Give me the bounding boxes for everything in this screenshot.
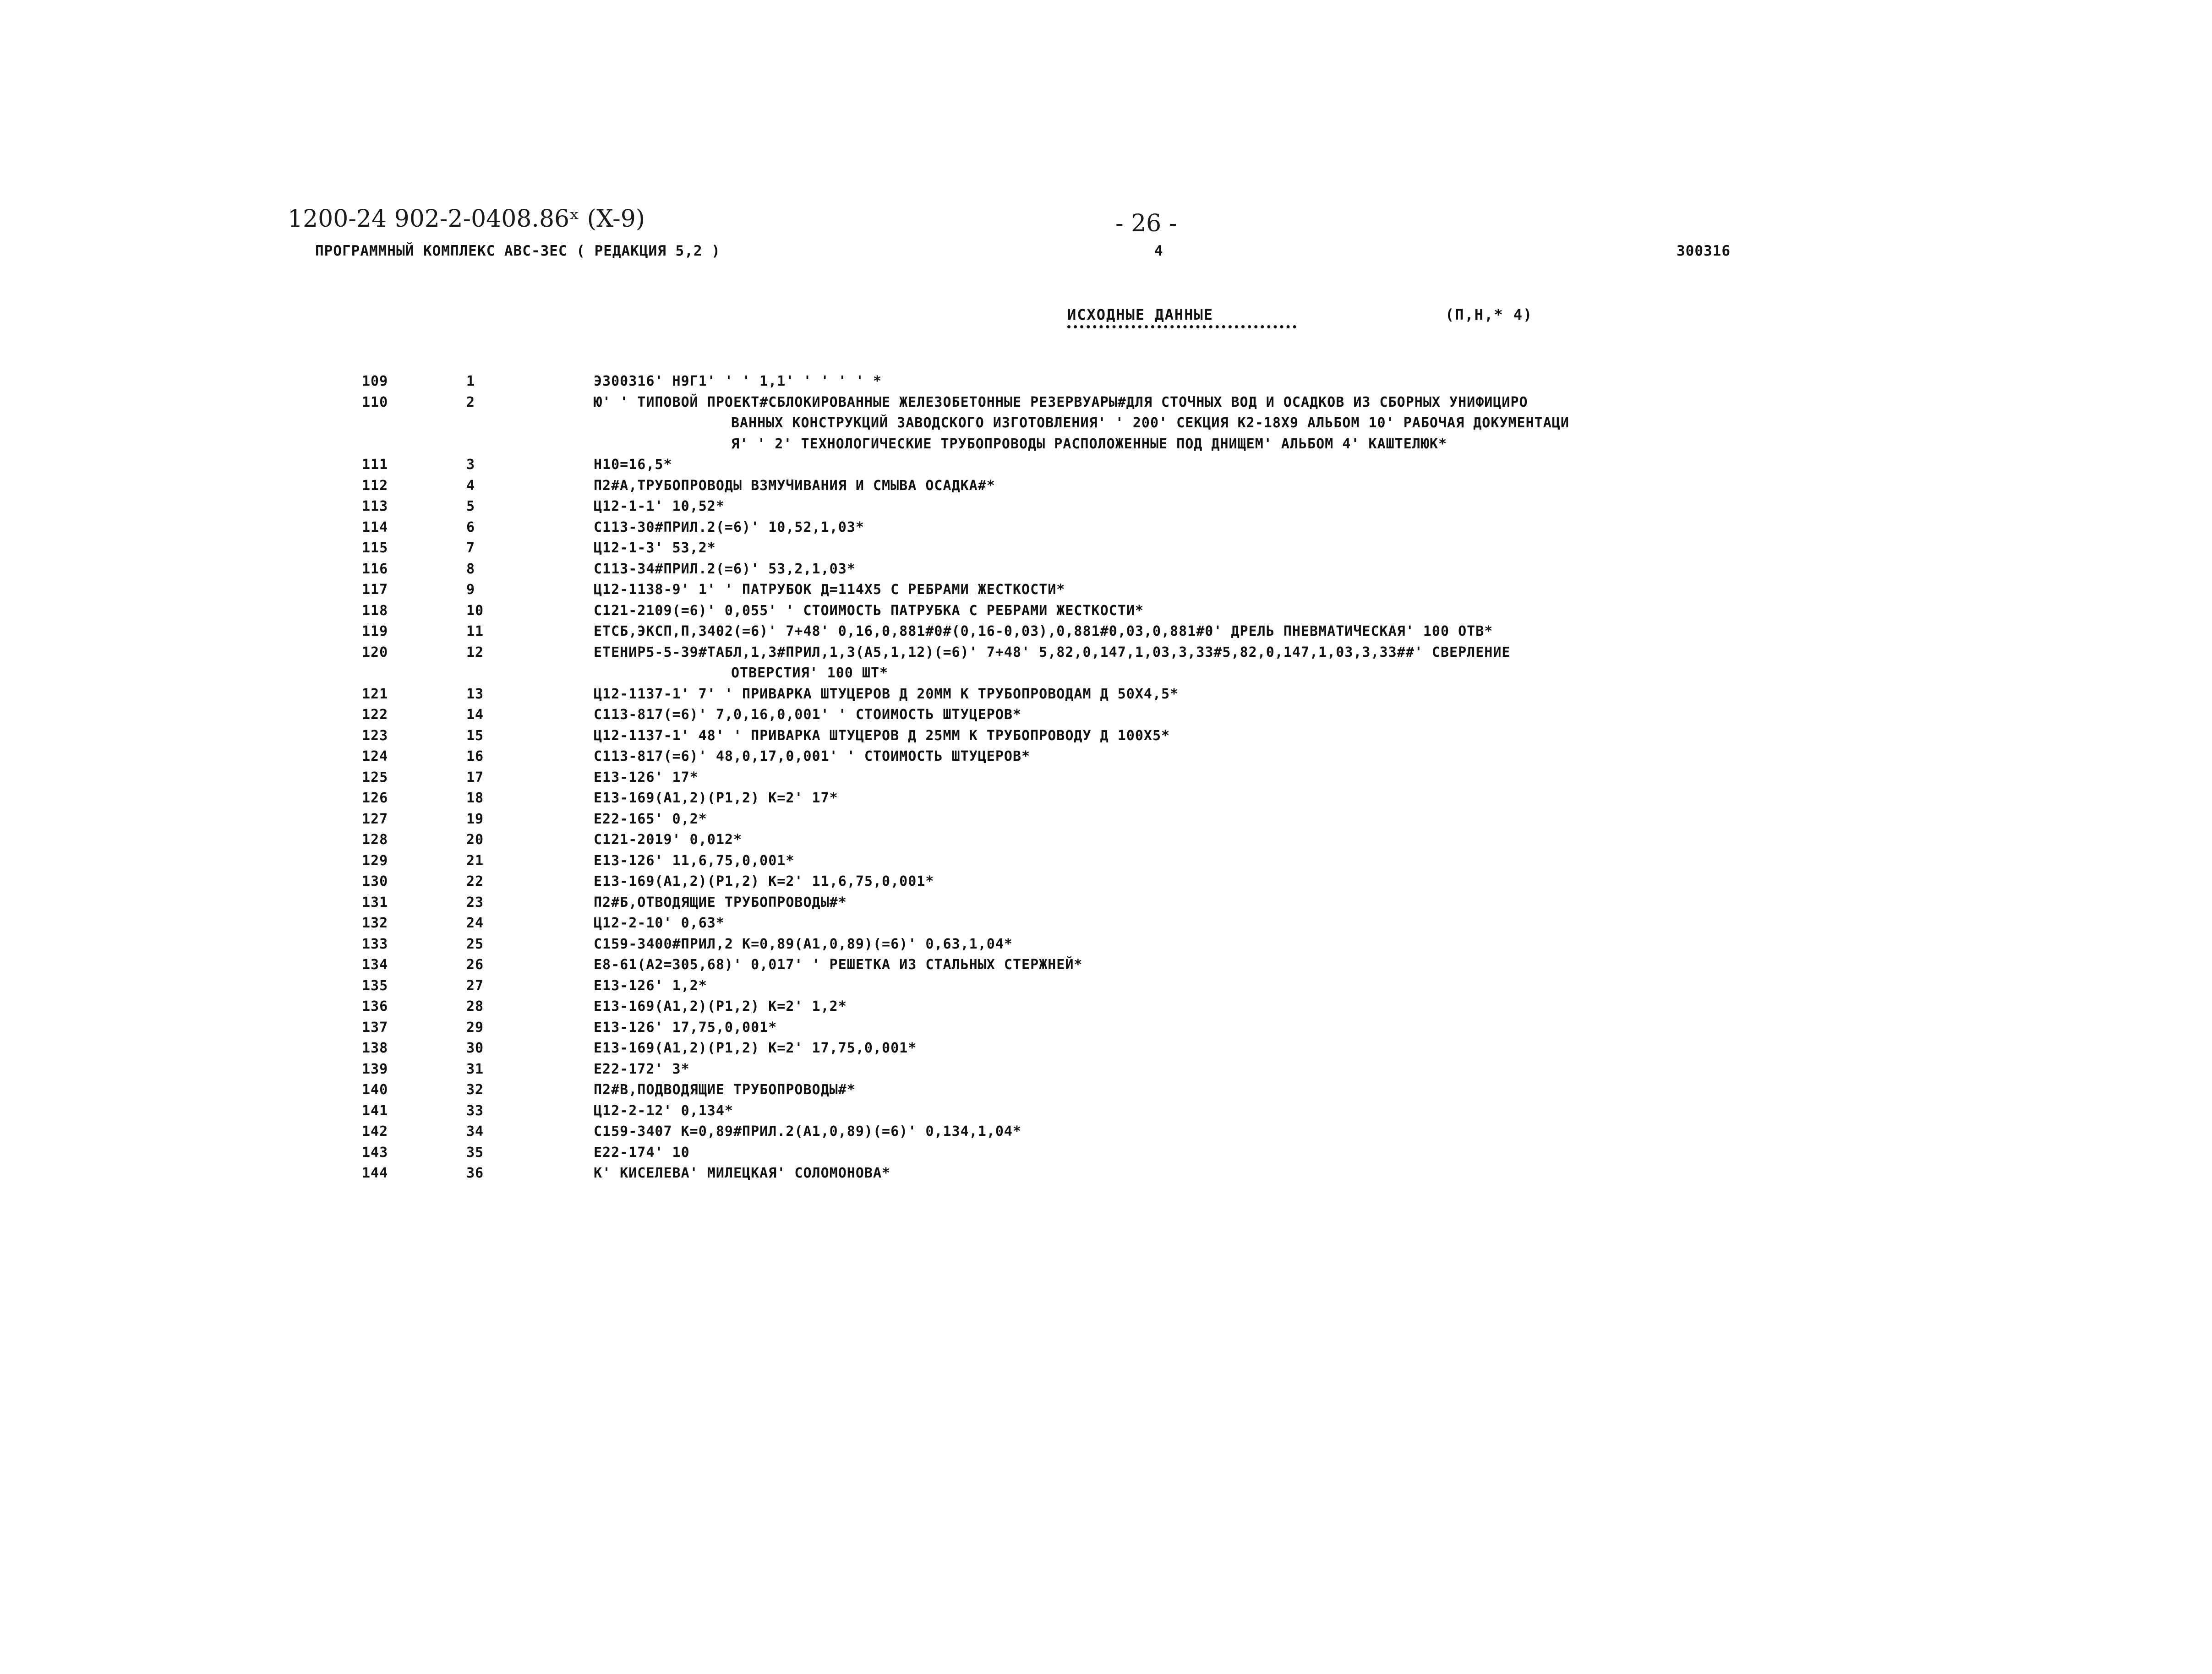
row-content xyxy=(594,496,1963,517)
row-sequence-number: 16 xyxy=(466,748,484,764)
row-content xyxy=(594,976,1963,997)
section-title xyxy=(1067,306,1296,328)
row-line-number: 127 xyxy=(362,811,388,827)
row-text-continuation: ВАННЫХ КОНСТРУКЦИЙ ЗАВОДСКОГО ИЗГОТОВЛЕНИЯ' ' 200' СЕКЦИЯ К2-18Х9 АЛЬБОМ 10' РАБОЧАЯ ДОКУМЕНТАЦИ xyxy=(731,415,1569,431)
listing-row xyxy=(0,600,2212,622)
row-sequence-number: 8 xyxy=(466,561,475,577)
row-sequence-number: 13 xyxy=(466,686,484,702)
row-sequence-number: 1 xyxy=(466,373,475,389)
listing-row xyxy=(0,788,2212,809)
row-line-number: 123 xyxy=(362,727,388,744)
row-sequence-number: 30 xyxy=(466,1040,484,1056)
listing-row xyxy=(0,1163,2212,1184)
listing-row xyxy=(0,913,2212,934)
row-text: С113-817(=6)' 7,0,16,0,001' ' СТОИМОСТЬ ШТУЦЕРОВ* xyxy=(594,707,1022,723)
listing-row xyxy=(0,538,2212,559)
row-content xyxy=(594,371,1963,392)
row-sequence-number: 27 xyxy=(466,977,484,994)
row-line-number: 121 xyxy=(362,686,388,702)
row-sequence-number: 31 xyxy=(466,1061,484,1077)
row-line-number: 136 xyxy=(362,998,388,1014)
handwritten-document-code: 1200-24 902-2-0408.86ˣ (X-9) xyxy=(288,205,645,233)
row-content xyxy=(594,1101,1963,1122)
row-sequence-number: 4 xyxy=(466,477,475,494)
row-text-continuation: Я' ' 2' ТЕХНОЛОГИЧЕСКИЕ ТРУБОПРОВОДЫ РАСПОЛОЖЕННЫЕ ПОД ДНИЩЕМ' АЛЬБОМ 4' КАШТЕЛЮК* xyxy=(731,436,1447,452)
row-text: С113-34#ПРИЛ.2(=6)' 53,2,1,03* xyxy=(594,561,856,577)
listing-row xyxy=(0,1017,2212,1038)
row-sequence-number: 21 xyxy=(466,852,484,869)
row-text: Е13-169(А1,2)(Р1,2) К=2' 17* xyxy=(594,790,838,806)
row-sequence-number: 32 xyxy=(466,1082,484,1098)
row-line-number: 110 xyxy=(362,394,388,410)
row-line-number: 111 xyxy=(362,457,388,473)
data-listing xyxy=(0,371,2212,1184)
row-content xyxy=(594,621,1963,642)
row-line-number: 120 xyxy=(362,644,388,660)
row-sequence-number: 29 xyxy=(466,1019,484,1036)
listing-row xyxy=(0,642,2212,684)
row-content xyxy=(594,829,1963,851)
row-line-number: 125 xyxy=(362,769,388,785)
row-content xyxy=(594,1017,1963,1038)
listing-row xyxy=(0,496,2212,517)
row-sequence-number: 20 xyxy=(466,832,484,848)
row-line-number: 116 xyxy=(362,561,388,577)
listing-row xyxy=(0,954,2212,976)
row-line-number: 130 xyxy=(362,873,388,889)
listing-row xyxy=(0,934,2212,955)
listing-row xyxy=(0,851,2212,872)
row-content xyxy=(594,934,1963,955)
row-line-number: 112 xyxy=(362,477,388,494)
row-text: Ц12-1137-1' 48' ' ПРИВАРКА ШТУЦЕРОВ Д 25ММ К ТРУБОПРОВОДУ Д 100Х5* xyxy=(594,727,1170,744)
listing-row xyxy=(0,1142,2212,1163)
row-text: П2#Б,ОТВОДЯЩИЕ ТРУБОПРОВОДЫ#* xyxy=(594,894,847,911)
row-sequence-number: 26 xyxy=(466,957,484,973)
section-title-params: (П,Н,* 4) xyxy=(1445,306,1533,323)
row-line-number: 113 xyxy=(362,498,388,514)
row-content xyxy=(594,475,1963,496)
row-content xyxy=(594,1038,1963,1059)
row-line-number: 117 xyxy=(362,582,388,598)
row-text: Ц12-1-1' 10,52* xyxy=(594,498,725,514)
listing-row xyxy=(0,1121,2212,1142)
row-content xyxy=(594,579,1963,600)
row-line-number: 137 xyxy=(362,1019,388,1036)
row-content xyxy=(594,684,1963,705)
row-sequence-number: 9 xyxy=(466,582,475,598)
row-content xyxy=(594,454,1963,475)
row-text: Ц12-1-3' 53,2* xyxy=(594,540,716,556)
listing-row xyxy=(0,829,2212,851)
row-content xyxy=(594,871,1963,892)
row-sequence-number: 3 xyxy=(466,457,475,473)
row-text: П2#А,ТРУБОПРОВОДЫ ВЗМУЧИВАНИЯ И СМЫВА ОСАДКА#* xyxy=(594,477,995,494)
row-text: Е13-126' 17,75,0,001* xyxy=(594,1019,777,1036)
row-content xyxy=(594,704,1963,725)
row-sequence-number: 15 xyxy=(466,727,484,744)
row-sequence-number: 33 xyxy=(466,1102,484,1119)
row-content xyxy=(594,954,1963,976)
row-line-number: 114 xyxy=(362,519,388,535)
row-content xyxy=(594,892,1963,913)
row-content xyxy=(594,1142,1963,1163)
row-line-number: 118 xyxy=(362,602,388,619)
listing-row xyxy=(0,371,2212,392)
row-content xyxy=(594,559,1963,580)
row-sequence-number: 12 xyxy=(466,644,484,660)
row-text: С159-3400#ПРИЛ,2 К=0,89(А1,0,89)(=6)' 0,63,1,04* xyxy=(594,936,1013,952)
row-text: Е13-126' 11,6,75,0,001* xyxy=(594,852,795,869)
row-sequence-number: 22 xyxy=(466,873,484,889)
row-line-number: 131 xyxy=(362,894,388,911)
row-sequence-number: 28 xyxy=(466,998,484,1014)
row-sequence-number: 11 xyxy=(466,623,484,639)
listing-row xyxy=(0,1038,2212,1059)
row-line-number: 109 xyxy=(362,373,388,389)
row-line-number: 142 xyxy=(362,1123,388,1140)
row-text: Е13-169(А1,2)(Р1,2) К=2' 11,6,75,0,001* xyxy=(594,873,934,889)
row-content xyxy=(594,642,1963,684)
header-marker: 4 xyxy=(1154,243,1163,259)
row-line-number: 140 xyxy=(362,1082,388,1098)
row-text: Е13-169(А1,2)(Р1,2) К=2' 1,2* xyxy=(594,998,847,1014)
row-line-number: 143 xyxy=(362,1144,388,1161)
row-line-number: 139 xyxy=(362,1061,388,1077)
row-text: К' КИСЕЛЕВА' МИЛЕЦКАЯ' СОЛОМОНОВА* xyxy=(594,1165,891,1181)
listing-row xyxy=(0,454,2212,475)
row-text: С121-2019' 0,012* xyxy=(594,832,743,848)
listing-row xyxy=(0,976,2212,997)
row-line-number: 138 xyxy=(362,1040,388,1056)
row-sequence-number: 24 xyxy=(466,915,484,931)
row-text: Ц12-1137-1' 7' ' ПРИВАРКА ШТУЦЕРОВ Д 20ММ К ТРУБОПРОВОДАМ Д 50Х4,5* xyxy=(594,686,1179,702)
listing-row xyxy=(0,746,2212,767)
row-text: Ю' ' ТИПОВОЙ ПРОЕКТ#СБЛОКИРОВАННЫЕ ЖЕЛЕЗОБЕТОННЫЕ РЕЗЕРВУАРЫ#ДЛЯ СТОЧНЫХ ВОД И ОСАДКОВ ИЗ СБОРНЫХ УНИФИЦИРО xyxy=(594,394,1528,410)
row-text: Н10=16,5* xyxy=(594,457,672,473)
row-sequence-number: 36 xyxy=(466,1165,484,1181)
row-sequence-number: 7 xyxy=(466,540,475,556)
listing-row xyxy=(0,1059,2212,1080)
page-number: - 26 - xyxy=(1115,210,1177,237)
row-sequence-number: 23 xyxy=(466,894,484,911)
row-sequence-number: 6 xyxy=(466,519,475,535)
row-text: П2#В,ПОДВОДЯЩИЕ ТРУБОПРОВОДЫ#* xyxy=(594,1082,856,1098)
listing-row xyxy=(0,621,2212,642)
section-title-text: ИСХОДНЫЕ ДАННЫЕ xyxy=(1067,306,1213,323)
row-text: ЕТЕНИР5-5-39#ТАБЛ,1,3#ПРИЛ,1,3(А5,1,12)(=6)' 7+48' 5,82,0,147,1,03,3,33#5,82,0,147,1,03,3,33##' СВЕРЛЕНИЕ xyxy=(594,644,1511,660)
listing-row xyxy=(0,725,2212,747)
row-sequence-number: 14 xyxy=(466,707,484,723)
row-text: Ц12-2-12' 0,134* xyxy=(594,1102,733,1119)
row-line-number: 134 xyxy=(362,957,388,973)
row-sequence-number: 19 xyxy=(466,811,484,827)
row-text: Е13-169(А1,2)(Р1,2) К=2' 17,75,0,001* xyxy=(594,1040,917,1056)
row-line-number: 124 xyxy=(362,748,388,764)
listing-row xyxy=(0,579,2212,600)
row-text: С113-817(=6)' 48,0,17,0,001' ' СТОИМОСТЬ ШТУЦЕРОВ* xyxy=(594,748,1031,764)
row-sequence-number: 25 xyxy=(466,936,484,952)
row-line-number: 132 xyxy=(362,915,388,931)
row-text: Е22-174' 10 xyxy=(594,1144,690,1161)
section-title-underline xyxy=(1067,325,1296,328)
row-text: С113-30#ПРИЛ.2(=6)' 10,52,1,03* xyxy=(594,519,864,535)
row-line-number: 133 xyxy=(362,936,388,952)
listing-row xyxy=(0,392,2212,455)
row-text: Е22-165' 0,2* xyxy=(594,811,707,827)
row-text: Ц12-1138-9' 1' ' ПАТРУБОК Д=114Х5 С РЕБРАМИ ЖЕСТКОСТИ* xyxy=(594,582,1065,598)
row-content xyxy=(594,1121,1963,1142)
row-line-number: 115 xyxy=(362,540,388,556)
listing-row xyxy=(0,684,2212,705)
row-line-number: 119 xyxy=(362,623,388,639)
row-sequence-number: 34 xyxy=(466,1123,484,1140)
row-sequence-number: 35 xyxy=(466,1144,484,1161)
program-header: ПРОГРАММНЫЙ КОМПЛЕКС АВС-3ЕС ( РЕДАКЦИЯ 5,2 ) xyxy=(315,243,721,259)
row-line-number: 128 xyxy=(362,832,388,848)
row-sequence-number: 10 xyxy=(466,602,484,619)
row-text: Е13-126' 1,2* xyxy=(594,977,707,994)
row-content xyxy=(594,746,1963,767)
row-content xyxy=(594,538,1963,559)
row-text-continuation: ОТВЕРСТИЯ' 100 ШТ* xyxy=(731,665,889,681)
listing-row xyxy=(0,517,2212,538)
row-line-number: 122 xyxy=(362,707,388,723)
row-content xyxy=(594,809,1963,830)
listing-row xyxy=(0,704,2212,725)
row-text: Е13-126' 17* xyxy=(594,769,699,785)
row-content xyxy=(594,1080,1963,1101)
row-content xyxy=(594,392,1963,455)
row-content xyxy=(594,996,1963,1017)
row-line-number: 141 xyxy=(362,1102,388,1119)
row-content xyxy=(594,788,1963,809)
row-content xyxy=(594,600,1963,622)
listing-row xyxy=(0,892,2212,913)
row-text: Ц12-2-10' 0,63* xyxy=(594,915,725,931)
row-content xyxy=(594,1059,1963,1080)
row-line-number: 144 xyxy=(362,1165,388,1181)
row-text: Е8-61(А2=305,68)' 0,017' ' РЕШЕТКА ИЗ СТАЛЬНЫХ СТЕРЖНЕЙ* xyxy=(594,957,1083,973)
row-sequence-number: 2 xyxy=(466,394,475,410)
listing-row xyxy=(0,475,2212,496)
row-line-number: 126 xyxy=(362,790,388,806)
row-content xyxy=(594,725,1963,747)
row-sequence-number: 17 xyxy=(466,769,484,785)
row-content xyxy=(594,851,1963,872)
row-text: ЕТСБ,ЭКСП,П,3402(=6)' 7+48' 0,16,0,881#0#(0,16-0,03),0,881#0,03,0,881#0' ДРЕЛЬ ПНЕВМАТИЧЕСКАЯ' 100 ОТВ* xyxy=(594,623,1493,639)
row-text: С121-2109(=6)' 0,055' ' СТОИМОСТЬ ПАТРУБКА С РЕБРАМИ ЖЕСТКОСТИ* xyxy=(594,602,1144,619)
listing-row xyxy=(0,1080,2212,1101)
row-line-number: 129 xyxy=(362,852,388,869)
listing-row xyxy=(0,767,2212,788)
listing-row xyxy=(0,996,2212,1017)
row-content xyxy=(594,1163,1963,1184)
listing-row xyxy=(0,809,2212,830)
listing-row xyxy=(0,1101,2212,1122)
listing-row xyxy=(0,871,2212,892)
document-number: 300316 xyxy=(1677,243,1731,259)
row-line-number: 135 xyxy=(362,977,388,994)
row-sequence-number: 5 xyxy=(466,498,475,514)
row-text: Е22-172' 3* xyxy=(594,1061,690,1077)
listing-row xyxy=(0,559,2212,580)
row-text: Э300316' Н9Г1' ' ' 1,1' ' ' ' ' * xyxy=(594,373,882,389)
row-sequence-number: 18 xyxy=(466,790,484,806)
row-content xyxy=(594,767,1963,788)
row-text: С159-3407 К=0,89#ПРИЛ.2(А1,0,89)(=6)' 0,134,1,04* xyxy=(594,1123,1022,1140)
row-content xyxy=(594,913,1963,934)
row-content xyxy=(594,517,1963,538)
